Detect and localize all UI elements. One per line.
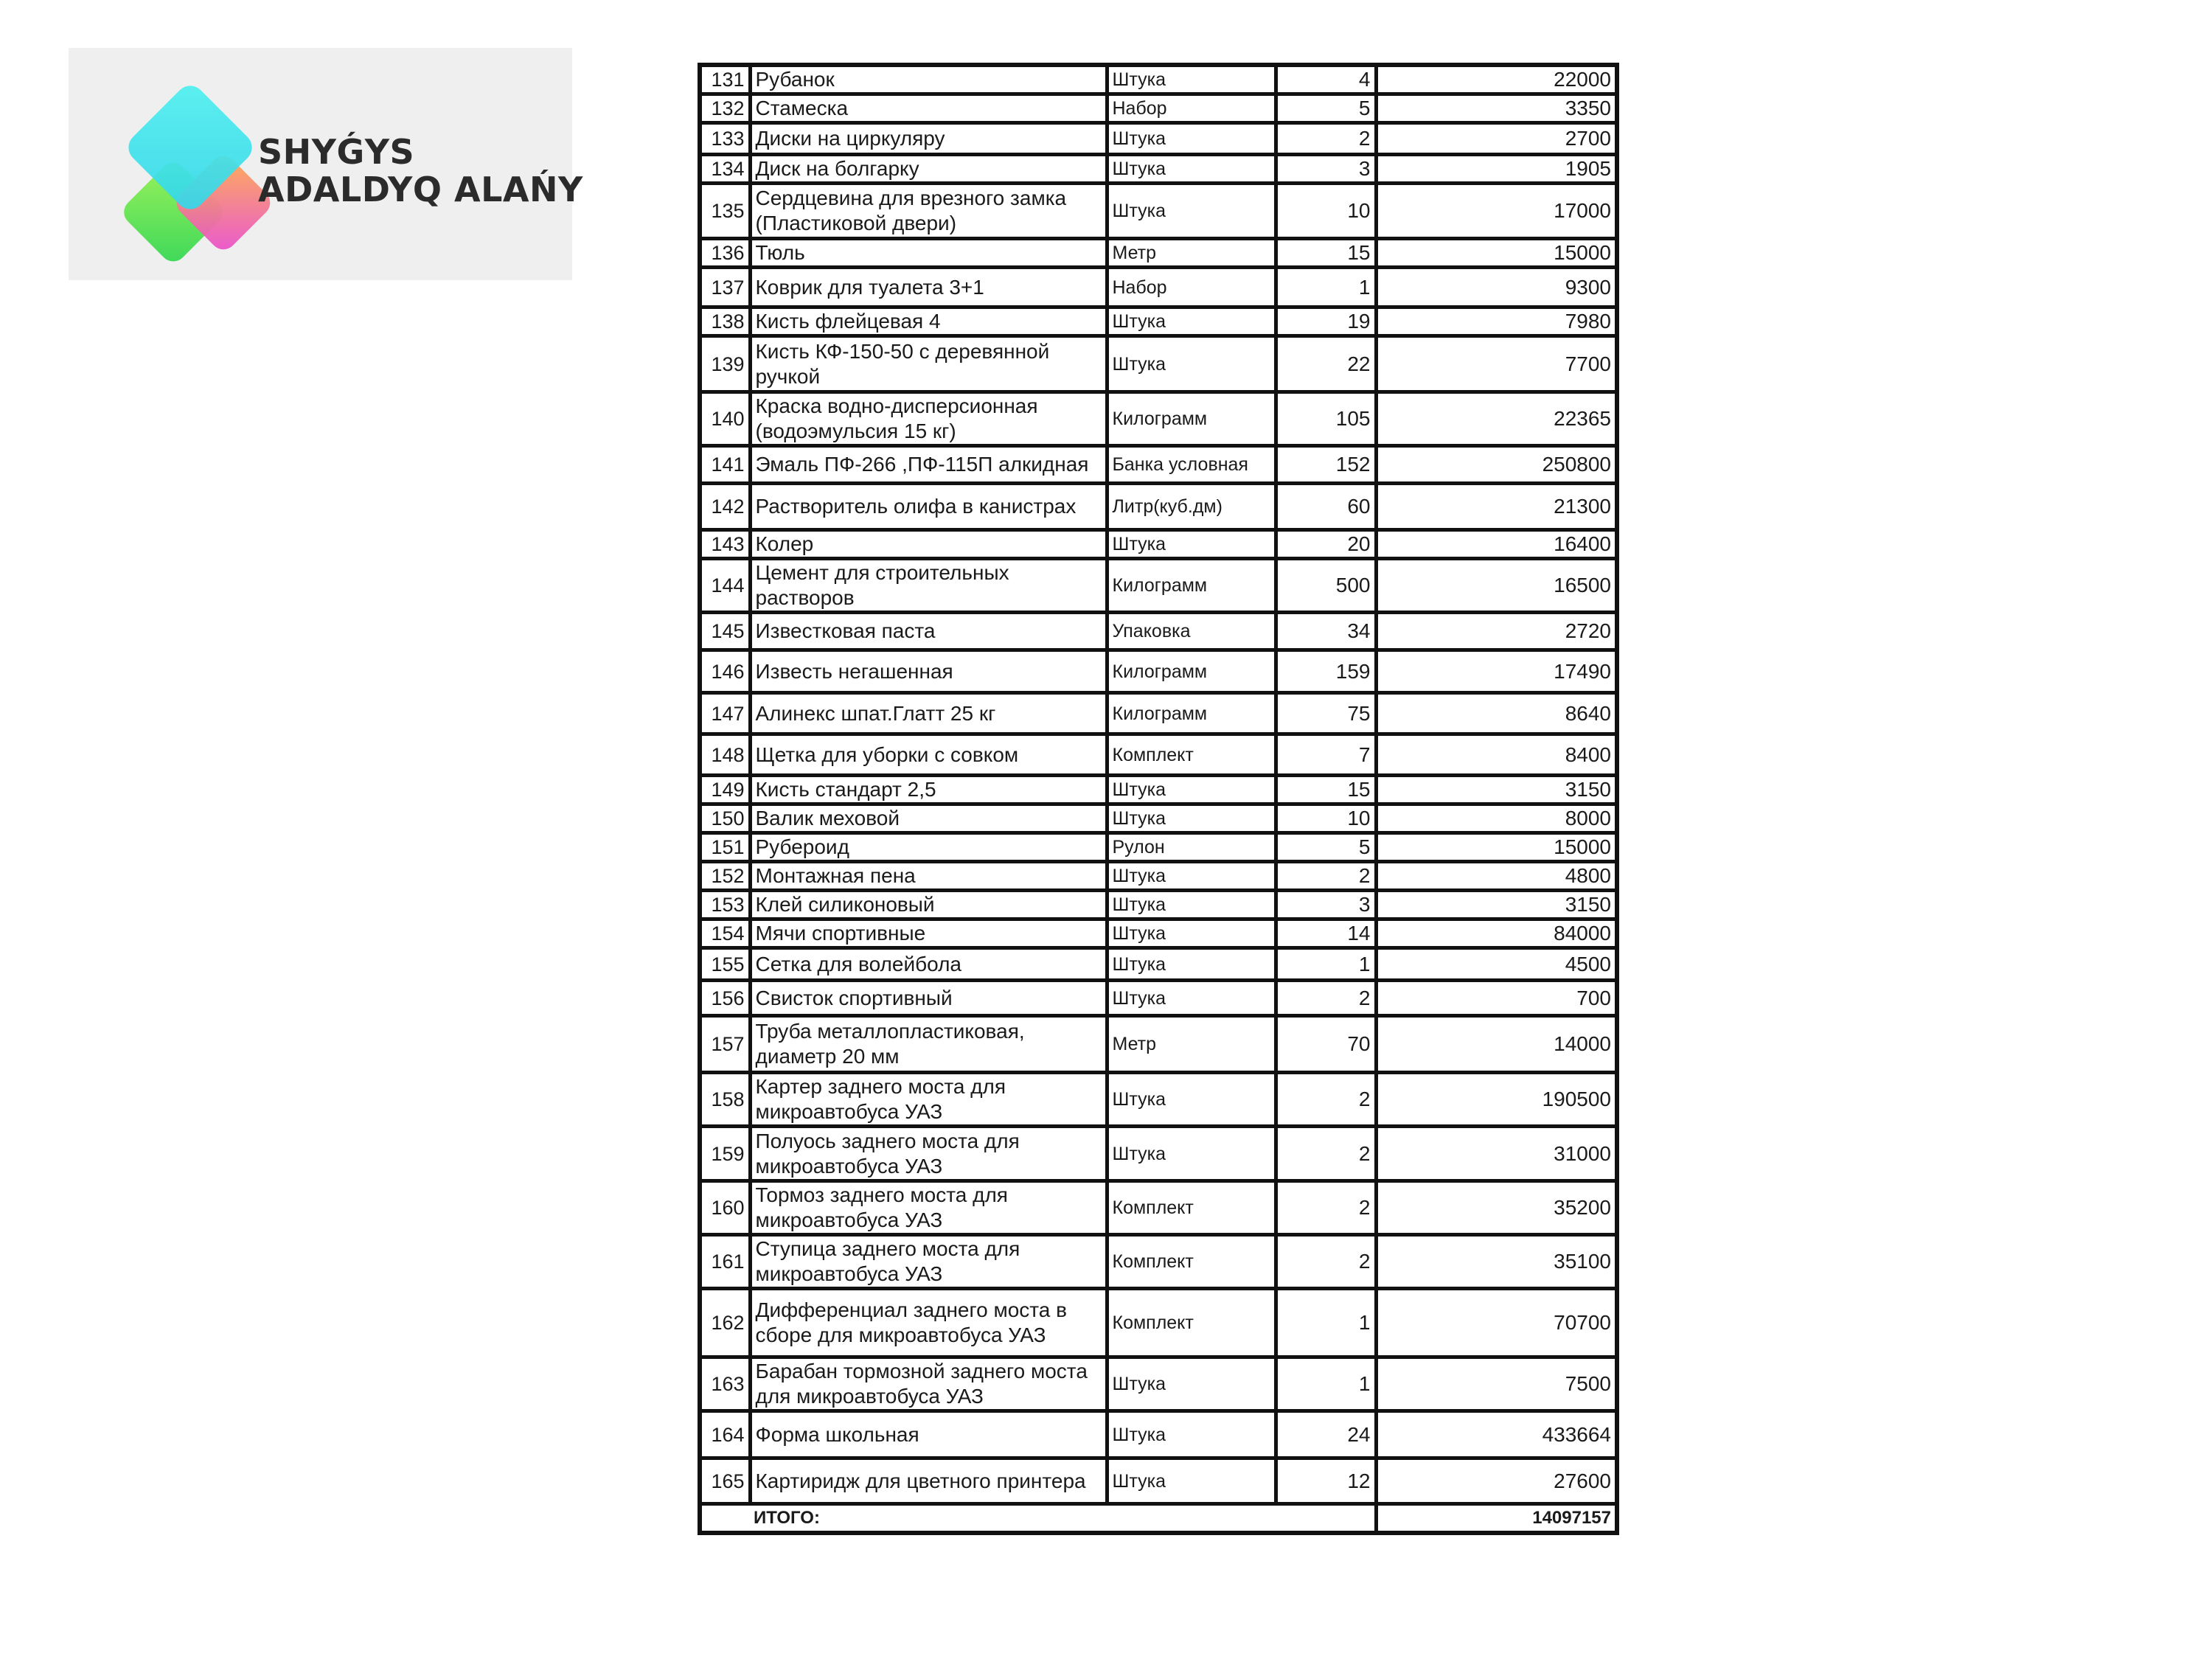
unit-of-measure: Килограмм xyxy=(1107,650,1276,693)
item-name: Тормоз заднего моста для микроавтобуса УАЗ xyxy=(750,1181,1107,1235)
quantity: 105 xyxy=(1276,392,1376,446)
amount: 8000 xyxy=(1376,804,1617,833)
table-row xyxy=(700,307,1617,336)
row-number: 153 xyxy=(700,891,750,919)
item-name: Полуось заднего моста для микроавтобуса УАЗ xyxy=(750,1127,1107,1181)
row-number: 144 xyxy=(700,559,750,613)
row-number: 139 xyxy=(700,336,750,392)
item-name: Стамеска xyxy=(750,94,1107,123)
quantity: 15 xyxy=(1276,776,1376,804)
table-row xyxy=(700,776,1617,804)
item-name: Диски на циркуляру xyxy=(750,123,1107,155)
item-name: Дифференциал заднего моста в сборе для микроавтобуса УАЗ xyxy=(750,1289,1107,1357)
row-number: 162 xyxy=(700,1289,750,1357)
quantity: 2 xyxy=(1276,1235,1376,1289)
unit-of-measure: Килограмм xyxy=(1107,392,1276,446)
item-name: Рубанок xyxy=(750,65,1107,94)
total-label: ИТОГО: xyxy=(750,1504,1376,1534)
row-number: 164 xyxy=(700,1411,750,1458)
table-row xyxy=(700,919,1617,948)
unit-of-measure: Штука xyxy=(1107,804,1276,833)
quantity: 1 xyxy=(1276,1357,1376,1411)
row-number: 155 xyxy=(700,948,750,981)
quantity: 500 xyxy=(1276,559,1376,613)
unit-of-measure: Рулон xyxy=(1107,833,1276,862)
amount: 3150 xyxy=(1376,776,1617,804)
row-number: 161 xyxy=(700,1235,750,1289)
item-name: Цемент для строительных растворов xyxy=(750,559,1107,613)
table-row xyxy=(700,1357,1617,1411)
unit-of-measure: Штука xyxy=(1107,65,1276,94)
quantity: 10 xyxy=(1276,184,1376,239)
table-row xyxy=(700,650,1617,693)
amount: 31000 xyxy=(1376,1127,1617,1181)
row-number: 138 xyxy=(700,307,750,336)
unit-of-measure: Штука xyxy=(1107,336,1276,392)
row-number: 159 xyxy=(700,1127,750,1181)
logo-wordmark xyxy=(258,133,583,209)
item-name: Клей силиконовый xyxy=(750,891,1107,919)
table-row xyxy=(700,1411,1617,1458)
quantity: 19 xyxy=(1276,307,1376,336)
quantity: 24 xyxy=(1276,1411,1376,1458)
item-name: Эмаль ПФ-266 ,ПФ-115П алкидная xyxy=(750,446,1107,484)
table-row xyxy=(700,948,1617,981)
unit-of-measure: Штука xyxy=(1107,891,1276,919)
item-name: Валик меховой xyxy=(750,804,1107,833)
unit-of-measure: Штука xyxy=(1107,1073,1276,1127)
amount: 7980 xyxy=(1376,307,1617,336)
row-number: 156 xyxy=(700,981,750,1016)
table-row xyxy=(700,613,1617,650)
amount: 15000 xyxy=(1376,239,1617,268)
quantity: 22 xyxy=(1276,336,1376,392)
quantity: 1 xyxy=(1276,1289,1376,1357)
row-number: 157 xyxy=(700,1016,750,1073)
amount: 14000 xyxy=(1376,1016,1617,1073)
amount: 4500 xyxy=(1376,948,1617,981)
amount: 70700 xyxy=(1376,1289,1617,1357)
row-number: 132 xyxy=(700,94,750,123)
amount: 22000 xyxy=(1376,65,1617,94)
company-logo xyxy=(69,48,583,280)
quantity: 2 xyxy=(1276,981,1376,1016)
logo-line-1: SHYǴYS xyxy=(258,132,415,172)
amount: 190500 xyxy=(1376,1073,1617,1127)
table-row xyxy=(700,804,1617,833)
goods-table xyxy=(698,63,1619,1535)
row-number: 136 xyxy=(700,239,750,268)
quantity: 15 xyxy=(1276,239,1376,268)
amount: 3150 xyxy=(1376,891,1617,919)
item-name: Мячи спортивные xyxy=(750,919,1107,948)
table-row xyxy=(700,268,1617,307)
table-row xyxy=(700,94,1617,123)
quantity: 2 xyxy=(1276,1181,1376,1235)
quantity: 3 xyxy=(1276,891,1376,919)
quantity: 1 xyxy=(1276,948,1376,981)
quantity: 152 xyxy=(1276,446,1376,484)
unit-of-measure: Комплект xyxy=(1107,1289,1276,1357)
amount: 7500 xyxy=(1376,1357,1617,1411)
row-number: 147 xyxy=(700,693,750,734)
item-name: Монтажная пена xyxy=(750,862,1107,891)
row-number: 131 xyxy=(700,65,750,94)
table-row xyxy=(700,484,1617,530)
item-name: Известь негашенная xyxy=(750,650,1107,693)
unit-of-measure: Штука xyxy=(1107,776,1276,804)
table-row xyxy=(700,336,1617,392)
quantity: 2 xyxy=(1276,1073,1376,1127)
unit-of-measure: Штука xyxy=(1107,1357,1276,1411)
row-number: 154 xyxy=(700,919,750,948)
row-number: 163 xyxy=(700,1357,750,1411)
amount: 15000 xyxy=(1376,833,1617,862)
row-number: 149 xyxy=(700,776,750,804)
row-number: 158 xyxy=(700,1073,750,1127)
row-number: 134 xyxy=(700,155,750,184)
amount: 4800 xyxy=(1376,862,1617,891)
quantity: 70 xyxy=(1276,1016,1376,1073)
row-number: 165 xyxy=(700,1458,750,1504)
unit-of-measure: Метр xyxy=(1107,1016,1276,1073)
amount: 3350 xyxy=(1376,94,1617,123)
amount: 16400 xyxy=(1376,530,1617,559)
table-row xyxy=(700,1073,1617,1127)
amount: 84000 xyxy=(1376,919,1617,948)
item-name: Известковая паста xyxy=(750,613,1107,650)
quantity: 5 xyxy=(1276,833,1376,862)
table-row xyxy=(700,1016,1617,1073)
row-number: 142 xyxy=(700,484,750,530)
amount: 700 xyxy=(1376,981,1617,1016)
unit-of-measure: Штука xyxy=(1107,530,1276,559)
unit-of-measure: Комплект xyxy=(1107,734,1276,776)
unit-of-measure: Штука xyxy=(1107,307,1276,336)
item-name: Кисть флейцевая 4 xyxy=(750,307,1107,336)
item-name: Свисток спортивный xyxy=(750,981,1107,1016)
item-name: Растворитель олифа в канистрах xyxy=(750,484,1107,530)
table-row xyxy=(700,1289,1617,1357)
item-name: Картер заднего моста для микроавтобуса УАЗ xyxy=(750,1073,1107,1127)
unit-of-measure: Комплект xyxy=(1107,1235,1276,1289)
item-name: Кисть стандарт 2,5 xyxy=(750,776,1107,804)
amount: 8400 xyxy=(1376,734,1617,776)
total-row xyxy=(700,1504,1617,1534)
row-number: 151 xyxy=(700,833,750,862)
unit-of-measure: Литр(куб.дм) xyxy=(1107,484,1276,530)
table-row xyxy=(700,446,1617,484)
unit-of-measure: Штука xyxy=(1107,948,1276,981)
table-row xyxy=(700,530,1617,559)
amount: 17000 xyxy=(1376,184,1617,239)
unit-of-measure: Килограмм xyxy=(1107,559,1276,613)
item-name: Форма школьная xyxy=(750,1411,1107,1458)
total-spacer xyxy=(700,1504,750,1534)
quantity: 7 xyxy=(1276,734,1376,776)
row-number: 152 xyxy=(700,862,750,891)
amount: 433664 xyxy=(1376,1411,1617,1458)
row-number: 145 xyxy=(700,613,750,650)
quantity: 14 xyxy=(1276,919,1376,948)
table-row xyxy=(700,123,1617,155)
table-row xyxy=(700,1127,1617,1181)
table-row xyxy=(700,734,1617,776)
table-row xyxy=(700,1235,1617,1289)
quantity: 3 xyxy=(1276,155,1376,184)
unit-of-measure: Метр xyxy=(1107,239,1276,268)
table-row xyxy=(700,184,1617,239)
quantity: 12 xyxy=(1276,1458,1376,1504)
unit-of-measure: Упаковка xyxy=(1107,613,1276,650)
goods-table-body xyxy=(700,65,1617,1504)
unit-of-measure: Банка условная xyxy=(1107,446,1276,484)
row-number: 141 xyxy=(700,446,750,484)
total-value: 14097157 xyxy=(1376,1504,1617,1534)
unit-of-measure: Штука xyxy=(1107,184,1276,239)
item-name: Диск на болгарку xyxy=(750,155,1107,184)
item-name: Алинекс шпат.Глатт 25 кг xyxy=(750,693,1107,734)
quantity: 60 xyxy=(1276,484,1376,530)
item-name: Картиридж для цветного принтера xyxy=(750,1458,1107,1504)
logo-line-2: ADALDYQ ALAŃY xyxy=(258,170,583,209)
quantity: 75 xyxy=(1276,693,1376,734)
quantity: 5 xyxy=(1276,94,1376,123)
item-name: Сетка для волейбола xyxy=(750,948,1107,981)
table-row xyxy=(700,155,1617,184)
item-name: Барабан тормозной заднего моста для микроавтобуса УАЗ xyxy=(750,1357,1107,1411)
unit-of-measure: Штука xyxy=(1107,1411,1276,1458)
amount: 2700 xyxy=(1376,123,1617,155)
amount: 16500 xyxy=(1376,559,1617,613)
item-name: Кисть КФ-150-50 с деревянной ручкой xyxy=(750,336,1107,392)
row-number: 148 xyxy=(700,734,750,776)
table-row xyxy=(700,1458,1617,1504)
item-name: Сердцевина для врезного замка (Пластиковой двери) xyxy=(750,184,1107,239)
quantity: 20 xyxy=(1276,530,1376,559)
row-number: 146 xyxy=(700,650,750,693)
table-row xyxy=(700,239,1617,268)
table-row xyxy=(700,65,1617,94)
item-name: Краска водно-дисперсионная (водоэмульсия 15 кг) xyxy=(750,392,1107,446)
row-number: 150 xyxy=(700,804,750,833)
table-row xyxy=(700,891,1617,919)
item-name: Колер xyxy=(750,530,1107,559)
quantity: 2 xyxy=(1276,862,1376,891)
row-number: 140 xyxy=(700,392,750,446)
amount: 9300 xyxy=(1376,268,1617,307)
table-row xyxy=(700,693,1617,734)
quantity: 10 xyxy=(1276,804,1376,833)
amount: 250800 xyxy=(1376,446,1617,484)
table-row xyxy=(700,392,1617,446)
table-row xyxy=(700,559,1617,613)
unit-of-measure: Штука xyxy=(1107,919,1276,948)
row-number: 135 xyxy=(700,184,750,239)
item-name: Коврик для туалета 3+1 xyxy=(750,268,1107,307)
table-row xyxy=(700,833,1617,862)
amount: 35200 xyxy=(1376,1181,1617,1235)
amount: 27600 xyxy=(1376,1458,1617,1504)
quantity: 34 xyxy=(1276,613,1376,650)
quantity: 4 xyxy=(1276,65,1376,94)
quantity: 1 xyxy=(1276,268,1376,307)
table-row xyxy=(700,862,1617,891)
item-name: Труба металлопластиковая, диаметр 20 мм xyxy=(750,1016,1107,1073)
amount: 1905 xyxy=(1376,155,1617,184)
amount: 22365 xyxy=(1376,392,1617,446)
quantity: 2 xyxy=(1276,123,1376,155)
row-number: 137 xyxy=(700,268,750,307)
unit-of-measure: Штука xyxy=(1107,862,1276,891)
table-row xyxy=(700,1181,1617,1235)
quantity: 159 xyxy=(1276,650,1376,693)
item-name: Тюль xyxy=(750,239,1107,268)
unit-of-measure: Набор xyxy=(1107,268,1276,307)
amount: 8640 xyxy=(1376,693,1617,734)
amount: 35100 xyxy=(1376,1235,1617,1289)
amount: 2720 xyxy=(1376,613,1617,650)
unit-of-measure: Штука xyxy=(1107,155,1276,184)
row-number: 133 xyxy=(700,123,750,155)
unit-of-measure: Набор xyxy=(1107,94,1276,123)
unit-of-measure: Комплект xyxy=(1107,1181,1276,1235)
unit-of-measure: Килограмм xyxy=(1107,693,1276,734)
table-row xyxy=(700,981,1617,1016)
amount: 7700 xyxy=(1376,336,1617,392)
item-name: Щетка для уборки с совком xyxy=(750,734,1107,776)
amount: 21300 xyxy=(1376,484,1617,530)
item-name: Ступица заднего моста для микроавтобуса УАЗ xyxy=(750,1235,1107,1289)
amount: 17490 xyxy=(1376,650,1617,693)
quantity: 2 xyxy=(1276,1127,1376,1181)
unit-of-measure: Штука xyxy=(1107,123,1276,155)
item-name: Рубероид xyxy=(750,833,1107,862)
row-number: 143 xyxy=(700,530,750,559)
unit-of-measure: Штука xyxy=(1107,981,1276,1016)
unit-of-measure: Штука xyxy=(1107,1458,1276,1504)
row-number: 160 xyxy=(700,1181,750,1235)
unit-of-measure: Штука xyxy=(1107,1127,1276,1181)
